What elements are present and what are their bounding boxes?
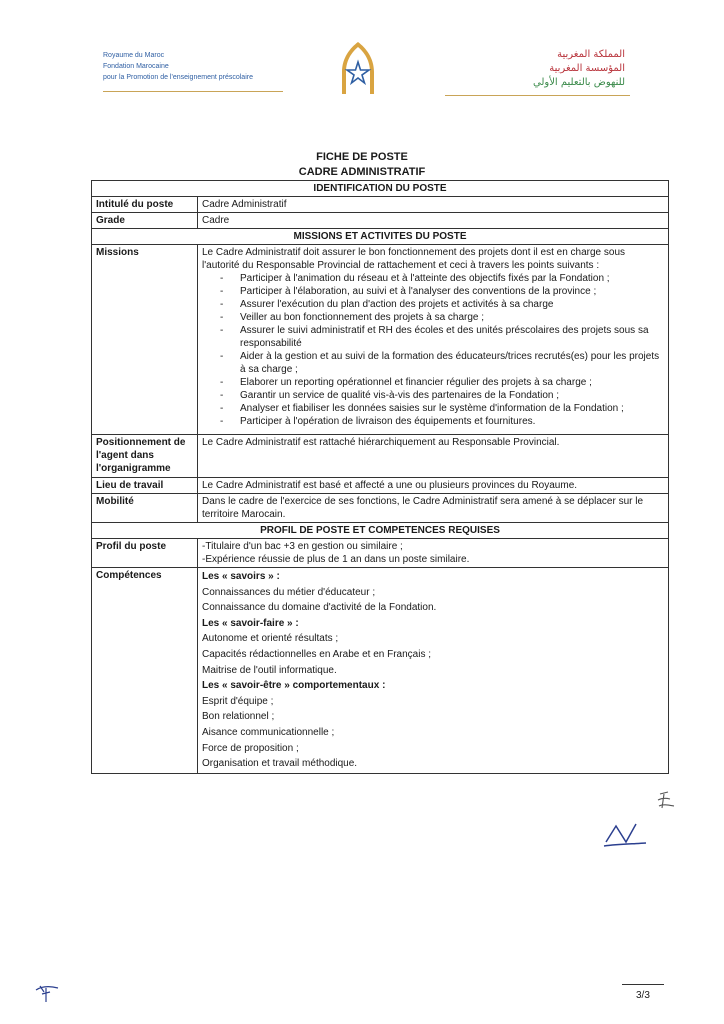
competence-line: Connaissances du métier d'éducateur ;: [202, 586, 376, 598]
table-row: [92, 539, 669, 568]
value-lieu: Le Cadre Administratif est basé et affecté a une ou plusieurs provinces du Royaume.: [198, 478, 669, 494]
competence-line: Autonome et orienté résultats ;: [202, 633, 339, 645]
label-intitule: Intitulé du poste: [92, 197, 198, 213]
value-positionnement: Le Cadre Administratif est rattaché hiérarchiquement au Responsable Provincial.: [198, 435, 669, 478]
foundation-logo-icon: [336, 40, 380, 96]
section-row: [92, 181, 669, 197]
header-divider-left: [103, 91, 283, 92]
header-arabic: [533, 48, 625, 90]
value-competences: [198, 568, 669, 774]
job-description-table: [91, 180, 669, 774]
list-item: - Participer à l'opération de livraison des équipements et fournitures.: [230, 415, 664, 428]
list-item: - Assurer l'exécution du plan d'action des projets et activités à sa charge: [230, 298, 664, 311]
header-divider-right: [445, 95, 630, 96]
competence-line: Organisation et travail méthodique.: [202, 758, 358, 770]
label-lieu: Lieu de travail: [92, 478, 198, 494]
competence-line: Maitrise de l'outil informatique.: [202, 664, 337, 676]
table-row: [92, 478, 669, 494]
competence-line: Aisance communicationnelle ;: [202, 726, 335, 738]
page-number: 3/3: [636, 990, 650, 1001]
profil-line: -Titulaire d'un bac +3 en gestion ou similaire ;: [202, 541, 403, 552]
signature-icon: [600, 820, 650, 850]
list-item: - Assurer le suivi administratif et RH des écoles et des unités préscolaires des projets sous sa responsabilité: [230, 324, 664, 350]
table-row: [92, 213, 669, 229]
header-ar-line: للنهوض بالتعليم الأولي: [533, 77, 625, 88]
list-item: - Participer à l'élaboration, au suivi et à l'analyser des conventions de la province ;: [230, 285, 664, 298]
value-missions: [198, 245, 669, 435]
stamp-mark-icon: [32, 982, 62, 1004]
label-positionnement: Positionnement de l'agent dans l'organigramme: [92, 435, 198, 478]
document-title: FICHE DE POSTE: [316, 151, 408, 163]
profil-line: -Expérience réussie de plus de 1 an dans un poste similaire.: [202, 554, 470, 565]
label-missions: Missions: [92, 245, 198, 435]
header-fr-line: Royaume du Maroc: [103, 52, 165, 59]
value-profil: [198, 539, 669, 568]
savoirs-title: Les « savoirs » :: [202, 571, 280, 582]
table-row: [92, 245, 669, 435]
label-profil: Profil du poste: [92, 539, 198, 568]
section-identification: IDENTIFICATION DU POSTE: [92, 181, 669, 197]
header-french: [103, 50, 253, 83]
table-row: [92, 435, 669, 478]
savoir-etre-title: Les « savoir-être » comportementaux :: [202, 680, 386, 692]
label-competences: Compétences: [92, 568, 198, 774]
header-fr-line: pour la Promotion de l'enseignement préscolaire: [103, 74, 253, 81]
section-row: [92, 523, 669, 539]
value-grade: Cadre: [198, 213, 669, 229]
competence-line: Bon relationnel ;: [202, 711, 275, 723]
list-item: - Garantir un service de qualité vis-à-vis des partenaires de la Fondation ;: [230, 389, 664, 402]
table-row: [92, 197, 669, 213]
competence-line: Capacités rédactionnelles en Arabe et en Français ;: [202, 648, 432, 660]
section-row: [92, 229, 669, 245]
competence-line: Esprit d'équipe ;: [202, 695, 274, 707]
section-missions: MISSIONS ET ACTIVITES DU POSTE: [92, 229, 669, 245]
header-fr-line: Fondation Marocaine: [103, 63, 169, 70]
document-subtitle: CADRE ADMINISTRATIF: [298, 166, 426, 178]
page-number-divider: [622, 984, 664, 985]
list-item: - Participer à l'animation du réseau et à l'atteinte des objectifs fixés par la Fondation ;: [230, 272, 664, 285]
table-row: [92, 494, 669, 523]
value-intitule: Cadre Administratif: [198, 197, 669, 213]
missions-intro: Le Cadre Administratif doit assurer le bon fonctionnement des projets dont il est en charge sous l'autorité du Responsable Provincial de rattachement et ceci à travers les points suivants :: [202, 247, 626, 271]
list-item: - Veiller au bon fonctionnement des projets à sa charge ;: [230, 311, 664, 324]
section-profil: PROFIL DE POSTE ET COMPETENCES REQUISES: [92, 523, 669, 539]
table-row: [92, 568, 669, 774]
list-item: - Analyser et fiabiliser les données saisies sur le système d'information de la Fondation ;: [230, 402, 664, 415]
label-grade: Grade: [92, 213, 198, 229]
competence-line: Connaissance du domaine d'activité de la Fondation.: [202, 602, 437, 614]
value-mobilite: Dans le cadre de l'exercice de ses fonctions, le Cadre Administratif sera amené à se déplacer sur le territoire Marocain.: [198, 494, 669, 523]
initials-signature-icon: [652, 790, 682, 814]
label-mobilite: Mobilité: [92, 494, 198, 523]
missions-list: [202, 272, 664, 428]
header-ar-line: المؤسسة المغربية: [549, 63, 625, 74]
header-ar-line: المملكة المغربية: [557, 49, 625, 60]
competence-line: Force de proposition ;: [202, 742, 299, 754]
list-item: - Elaborer un reporting opérationnel et financier régulier des projets à sa charge ;: [230, 376, 664, 389]
savoir-faire-title: Les « savoir-faire » :: [202, 617, 299, 629]
list-item: - Aider à la gestion et au suivi de la formation des éducateurs/trices recrutés(es) pour les projets à sa charge ;: [230, 350, 664, 376]
